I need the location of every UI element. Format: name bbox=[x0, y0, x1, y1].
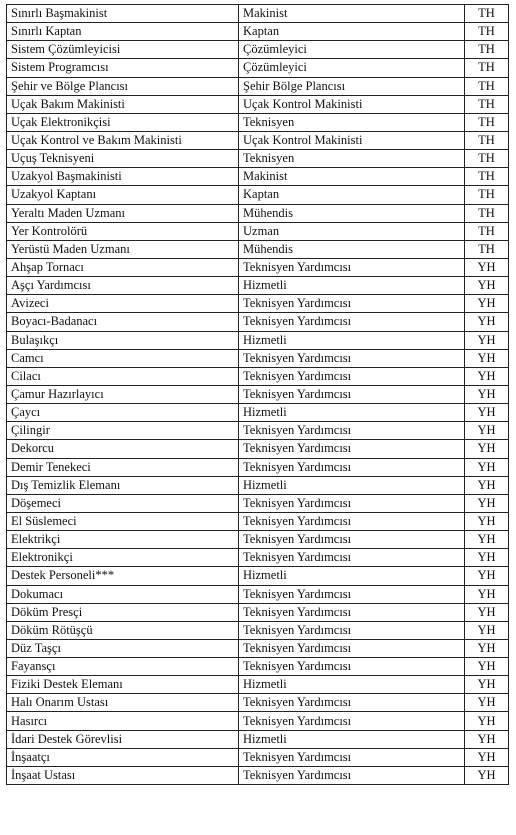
title-cell: Teknisyen Yardımcısı bbox=[239, 766, 465, 784]
table-row bbox=[7, 603, 509, 621]
occupation-cell: Çilingir bbox=[7, 422, 239, 440]
title-cell: Hizmetli bbox=[239, 476, 465, 494]
occupation-table bbox=[6, 4, 509, 785]
title-cell: Teknisyen Yardımcısı bbox=[239, 367, 465, 385]
occupation-cell: Sınırlı Başmakinist bbox=[7, 5, 239, 23]
occupation-cell: Cilacı bbox=[7, 367, 239, 385]
class-code-cell: YH bbox=[465, 712, 509, 730]
occupation-cell: Destek Personeli*** bbox=[7, 567, 239, 585]
table-row bbox=[7, 476, 509, 494]
table-row bbox=[7, 658, 509, 676]
table-row bbox=[7, 41, 509, 59]
class-code-cell: TH bbox=[465, 240, 509, 258]
title-cell: Mühendis bbox=[239, 204, 465, 222]
title-cell: Teknisyen Yardımcısı bbox=[239, 658, 465, 676]
class-code-cell: YH bbox=[465, 331, 509, 349]
class-code-cell: YH bbox=[465, 385, 509, 403]
table-row bbox=[7, 295, 509, 313]
occupation-cell: Aşçı Yardımcısı bbox=[7, 277, 239, 295]
occupation-cell: Uzakyol Kaptanı bbox=[7, 186, 239, 204]
table-row bbox=[7, 258, 509, 276]
title-cell: Uçak Kontrol Makinisti bbox=[239, 95, 465, 113]
title-cell: Teknisyen Yardımcısı bbox=[239, 385, 465, 403]
class-code-cell: TH bbox=[465, 204, 509, 222]
title-cell: Makinist bbox=[239, 168, 465, 186]
table-row bbox=[7, 385, 509, 403]
title-cell: Çözümleyici bbox=[239, 59, 465, 77]
occupation-cell: İdari Destek Görevlisi bbox=[7, 730, 239, 748]
table-row bbox=[7, 204, 509, 222]
title-cell: Hizmetli bbox=[239, 730, 465, 748]
title-cell: Teknisyen Yardımcısı bbox=[239, 313, 465, 331]
class-code-cell: TH bbox=[465, 186, 509, 204]
class-code-cell: YH bbox=[465, 585, 509, 603]
table-row bbox=[7, 694, 509, 712]
occupation-cell: Elektronikçi bbox=[7, 549, 239, 567]
occupation-cell: Çamur Hazırlayıcı bbox=[7, 385, 239, 403]
title-cell: Makinist bbox=[239, 5, 465, 23]
table-row bbox=[7, 422, 509, 440]
class-code-cell: YH bbox=[465, 766, 509, 784]
occupation-cell: Yer Kontrolörü bbox=[7, 222, 239, 240]
title-cell: Teknisyen Yardımcısı bbox=[239, 694, 465, 712]
title-cell: Teknisyen Yardımcısı bbox=[239, 712, 465, 730]
class-code-cell: TH bbox=[465, 5, 509, 23]
occupation-cell: Döküm Presçi bbox=[7, 603, 239, 621]
class-code-cell: YH bbox=[465, 748, 509, 766]
class-code-cell: YH bbox=[465, 277, 509, 295]
table-row bbox=[7, 494, 509, 512]
table-row bbox=[7, 458, 509, 476]
table-row bbox=[7, 131, 509, 149]
class-code-cell: YH bbox=[465, 313, 509, 331]
occupation-cell: Uzakyol Başmakinisti bbox=[7, 168, 239, 186]
class-code-cell: TH bbox=[465, 23, 509, 41]
table-row bbox=[7, 404, 509, 422]
table-row bbox=[7, 367, 509, 385]
occupation-cell: Düz Taşçı bbox=[7, 639, 239, 657]
title-cell: Teknisyen Yardımcısı bbox=[239, 585, 465, 603]
title-cell: Teknisyen Yardımcısı bbox=[239, 422, 465, 440]
table-row bbox=[7, 549, 509, 567]
occupation-cell: Boyacı-Badanacı bbox=[7, 313, 239, 331]
occupation-cell: Çaycı bbox=[7, 404, 239, 422]
occupation-cell: Bulaşıkçı bbox=[7, 331, 239, 349]
title-cell: Şehir Bölge Plancısı bbox=[239, 77, 465, 95]
occupation-cell: Avizeci bbox=[7, 295, 239, 313]
table-row bbox=[7, 567, 509, 585]
title-cell: Teknisyen Yardımcısı bbox=[239, 258, 465, 276]
title-cell: Teknisyen Yardımcısı bbox=[239, 512, 465, 530]
class-code-cell: YH bbox=[465, 531, 509, 549]
class-code-cell: YH bbox=[465, 512, 509, 530]
occupation-cell: Sınırlı Kaptan bbox=[7, 23, 239, 41]
table-row bbox=[7, 277, 509, 295]
class-code-cell: YH bbox=[465, 422, 509, 440]
occupation-cell: Camcı bbox=[7, 349, 239, 367]
title-cell: Hizmetli bbox=[239, 404, 465, 422]
occupation-cell: Hasırcı bbox=[7, 712, 239, 730]
occupation-cell: Dış Temizlik Elemanı bbox=[7, 476, 239, 494]
table-row bbox=[7, 186, 509, 204]
table-row bbox=[7, 77, 509, 95]
table-row bbox=[7, 222, 509, 240]
title-cell: Hizmetli bbox=[239, 277, 465, 295]
table-row bbox=[7, 23, 509, 41]
occupation-cell: İnşaat Ustası bbox=[7, 766, 239, 784]
class-code-cell: TH bbox=[465, 131, 509, 149]
class-code-cell: YH bbox=[465, 367, 509, 385]
occupation-cell: Dokumacı bbox=[7, 585, 239, 603]
class-code-cell: YH bbox=[465, 730, 509, 748]
class-code-cell: YH bbox=[465, 621, 509, 639]
table-row bbox=[7, 313, 509, 331]
occupation-cell: Döşemeci bbox=[7, 494, 239, 512]
occupation-cell: Uçak Kontrol ve Bakım Makinisti bbox=[7, 131, 239, 149]
class-code-cell: TH bbox=[465, 150, 509, 168]
table-row bbox=[7, 531, 509, 549]
title-cell: Uzman bbox=[239, 222, 465, 240]
table-row bbox=[7, 168, 509, 186]
table-row bbox=[7, 150, 509, 168]
title-cell: Teknisyen Yardımcısı bbox=[239, 603, 465, 621]
occupation-cell: Fiziki Destek Elemanı bbox=[7, 676, 239, 694]
class-code-cell: YH bbox=[465, 440, 509, 458]
title-cell: Mühendis bbox=[239, 240, 465, 258]
title-cell: Teknisyen bbox=[239, 113, 465, 131]
table-row bbox=[7, 95, 509, 113]
class-code-cell: YH bbox=[465, 258, 509, 276]
class-code-cell: YH bbox=[465, 658, 509, 676]
class-code-cell: YH bbox=[465, 295, 509, 313]
title-cell: Teknisyen Yardımcısı bbox=[239, 639, 465, 657]
title-cell: Teknisyen bbox=[239, 150, 465, 168]
class-code-cell: TH bbox=[465, 113, 509, 131]
table-row bbox=[7, 676, 509, 694]
title-cell: Teknisyen Yardımcısı bbox=[239, 440, 465, 458]
class-code-cell: TH bbox=[465, 222, 509, 240]
class-code-cell: TH bbox=[465, 41, 509, 59]
title-cell: Teknisyen Yardımcısı bbox=[239, 549, 465, 567]
occupation-cell: Dekorcu bbox=[7, 440, 239, 458]
class-code-cell: TH bbox=[465, 168, 509, 186]
occupation-cell: Şehir ve Bölge Plancısı bbox=[7, 77, 239, 95]
title-cell: Teknisyen Yardımcısı bbox=[239, 349, 465, 367]
occupation-cell: Uçak Elektronikçisi bbox=[7, 113, 239, 131]
class-code-cell: YH bbox=[465, 476, 509, 494]
table-row bbox=[7, 349, 509, 367]
class-code-cell: TH bbox=[465, 95, 509, 113]
title-cell: Hizmetli bbox=[239, 676, 465, 694]
table-row bbox=[7, 59, 509, 77]
occupation-cell: Ahşap Tornacı bbox=[7, 258, 239, 276]
occupation-cell: Döküm Rötüşçü bbox=[7, 621, 239, 639]
table-row bbox=[7, 766, 509, 784]
occupation-cell: Halı Onarım Ustası bbox=[7, 694, 239, 712]
table-row bbox=[7, 621, 509, 639]
title-cell: Teknisyen Yardımcısı bbox=[239, 748, 465, 766]
title-cell: Teknisyen Yardımcısı bbox=[239, 295, 465, 313]
occupation-cell: Yerüstü Maden Uzmanı bbox=[7, 240, 239, 258]
table-row bbox=[7, 639, 509, 657]
class-code-cell: YH bbox=[465, 549, 509, 567]
title-cell: Çözümleyici bbox=[239, 41, 465, 59]
table-row bbox=[7, 712, 509, 730]
class-code-cell: YH bbox=[465, 603, 509, 621]
table-row bbox=[7, 240, 509, 258]
occupation-cell: Yeraltı Maden Uzmanı bbox=[7, 204, 239, 222]
class-code-cell: YH bbox=[465, 676, 509, 694]
title-cell: Teknisyen Yardımcısı bbox=[239, 621, 465, 639]
occupation-cell: Uçak Bakım Makinisti bbox=[7, 95, 239, 113]
table-row bbox=[7, 440, 509, 458]
occupation-cell: İnşaatçı bbox=[7, 748, 239, 766]
class-code-cell: YH bbox=[465, 349, 509, 367]
title-cell: Hizmetli bbox=[239, 331, 465, 349]
occupation-cell: El Süslemeci bbox=[7, 512, 239, 530]
occupation-cell: Sistem Programcısı bbox=[7, 59, 239, 77]
table-row bbox=[7, 748, 509, 766]
table-row bbox=[7, 730, 509, 748]
table-row bbox=[7, 113, 509, 131]
class-code-cell: YH bbox=[465, 567, 509, 585]
class-code-cell: YH bbox=[465, 694, 509, 712]
occupation-cell: Uçuş Teknisyeni bbox=[7, 150, 239, 168]
table-body bbox=[7, 5, 509, 785]
title-cell: Uçak Kontrol Makinisti bbox=[239, 131, 465, 149]
occupation-cell: Demir Tenekeci bbox=[7, 458, 239, 476]
table-row bbox=[7, 331, 509, 349]
title-cell: Teknisyen Yardımcısı bbox=[239, 531, 465, 549]
title-cell: Teknisyen Yardımcısı bbox=[239, 494, 465, 512]
class-code-cell: YH bbox=[465, 639, 509, 657]
title-cell: Hizmetli bbox=[239, 567, 465, 585]
occupation-cell: Sistem Çözümleyicisi bbox=[7, 41, 239, 59]
class-code-cell: YH bbox=[465, 404, 509, 422]
occupation-cell: Elektrikçi bbox=[7, 531, 239, 549]
occupation-cell: Fayansçı bbox=[7, 658, 239, 676]
title-cell: Kaptan bbox=[239, 23, 465, 41]
table-row bbox=[7, 5, 509, 23]
class-code-cell: YH bbox=[465, 458, 509, 476]
class-code-cell: TH bbox=[465, 77, 509, 95]
title-cell: Kaptan bbox=[239, 186, 465, 204]
table-row bbox=[7, 512, 509, 530]
class-code-cell: YH bbox=[465, 494, 509, 512]
title-cell: Teknisyen Yardımcısı bbox=[239, 458, 465, 476]
class-code-cell: TH bbox=[465, 59, 509, 77]
table-row bbox=[7, 585, 509, 603]
